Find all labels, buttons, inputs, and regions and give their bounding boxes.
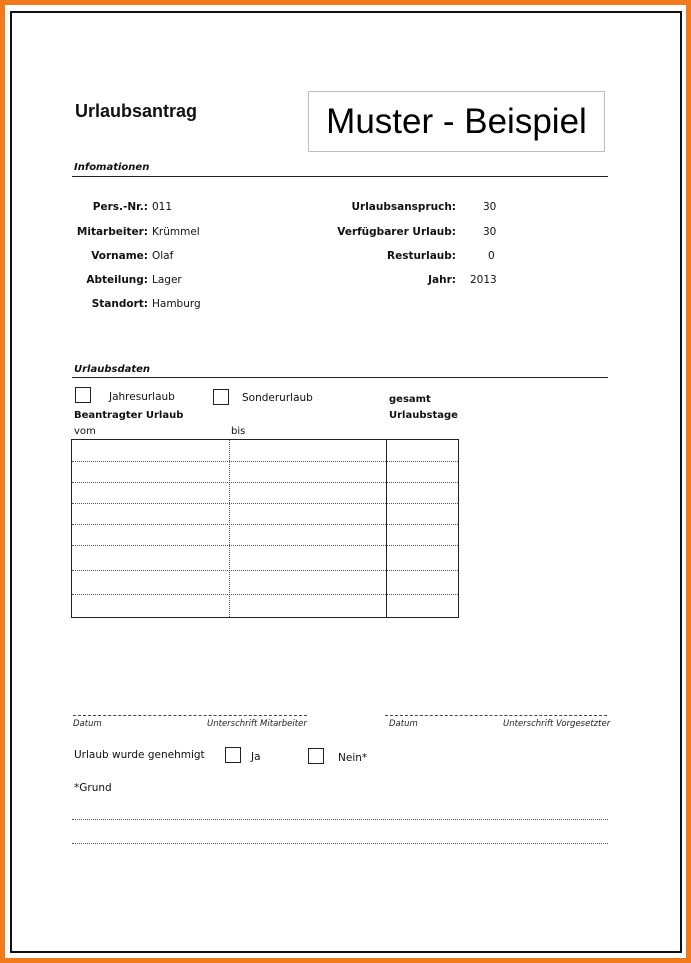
column-to: bis: [231, 426, 246, 437]
approved-no-label: Nein*: [338, 752, 368, 764]
document-title: Urlaubsantrag: [75, 101, 198, 121]
info-label: Pers.-Nr.:: [92, 201, 148, 213]
reason-line[interactable]: [72, 843, 608, 844]
approval-question: Urlaub wurde genehmigt: [74, 749, 205, 761]
leave-dates-table: [71, 439, 459, 618]
table-row-divider: [72, 461, 458, 462]
info-value: Krümmel: [152, 226, 200, 238]
table-row-divider: [72, 545, 458, 546]
info-label: Urlaubsanspruch:: [351, 201, 456, 213]
section-title-dates: Urlaubsdaten: [74, 364, 151, 375]
info-label: Vorname:: [91, 250, 148, 262]
info-label: Mitarbeiter:: [76, 226, 148, 238]
info-label: Jahr:: [428, 274, 456, 286]
total-days-header-line1: gesamt: [389, 394, 431, 405]
annual-leave-label: Jahresurlaub: [109, 391, 175, 403]
supervisor-signature-line[interactable]: [385, 715, 607, 716]
approved-yes-checkbox[interactable]: [225, 747, 241, 763]
special-leave-label: Sonderurlaub: [242, 392, 313, 404]
info-label: Resturlaub:: [386, 250, 456, 262]
employee-signature-label: Unterschrift Mitarbeiter: [207, 719, 307, 729]
info-label: Verfügbarer Urlaub:: [337, 226, 456, 238]
info-value: 30: [483, 201, 497, 213]
date-label-right: Datum: [389, 719, 418, 729]
info-value: 011: [152, 201, 173, 213]
info-label: Standort:: [91, 298, 148, 310]
table-column-divider: [229, 440, 230, 617]
requested-leave-label: Beantragter Urlaub: [74, 410, 184, 421]
table-row-divider: [72, 482, 458, 483]
info-value: Olaf: [152, 250, 174, 262]
info-value: 30: [483, 226, 497, 238]
supervisor-signature-label: Unterschrift Vorgesetzter: [503, 719, 611, 729]
reason-label: *Grund: [74, 782, 112, 794]
column-from: vom: [74, 426, 96, 437]
table-row-divider: [72, 503, 458, 504]
info-value: 2013: [470, 274, 497, 286]
special-leave-checkbox[interactable]: [213, 389, 229, 405]
reason-line[interactable]: [72, 819, 608, 820]
employee-signature-line[interactable]: [73, 715, 307, 716]
approved-no-checkbox[interactable]: [308, 748, 324, 764]
info-value: Hamburg: [152, 298, 201, 310]
sample-stamp: Muster - Beispiel: [308, 91, 605, 152]
info-value: Lager: [152, 274, 182, 286]
approved-yes-label: Ja: [251, 751, 261, 763]
table-row-divider: [72, 594, 458, 595]
table-column-divider: [386, 440, 387, 617]
table-row-divider: [72, 570, 458, 571]
date-label-left: Datum: [73, 719, 102, 729]
table-row-divider: [72, 524, 458, 525]
info-value: 0: [488, 250, 495, 262]
document-page: [10, 11, 682, 953]
annual-leave-checkbox[interactable]: [75, 387, 91, 403]
section-title-info: Infomationen: [74, 162, 150, 173]
info-label: Abteilung:: [86, 274, 148, 286]
section-divider: [72, 176, 608, 177]
page-frame: [5, 5, 686, 958]
section-divider: [72, 377, 608, 378]
total-days-header-line2: Urlaubstage: [389, 410, 458, 421]
